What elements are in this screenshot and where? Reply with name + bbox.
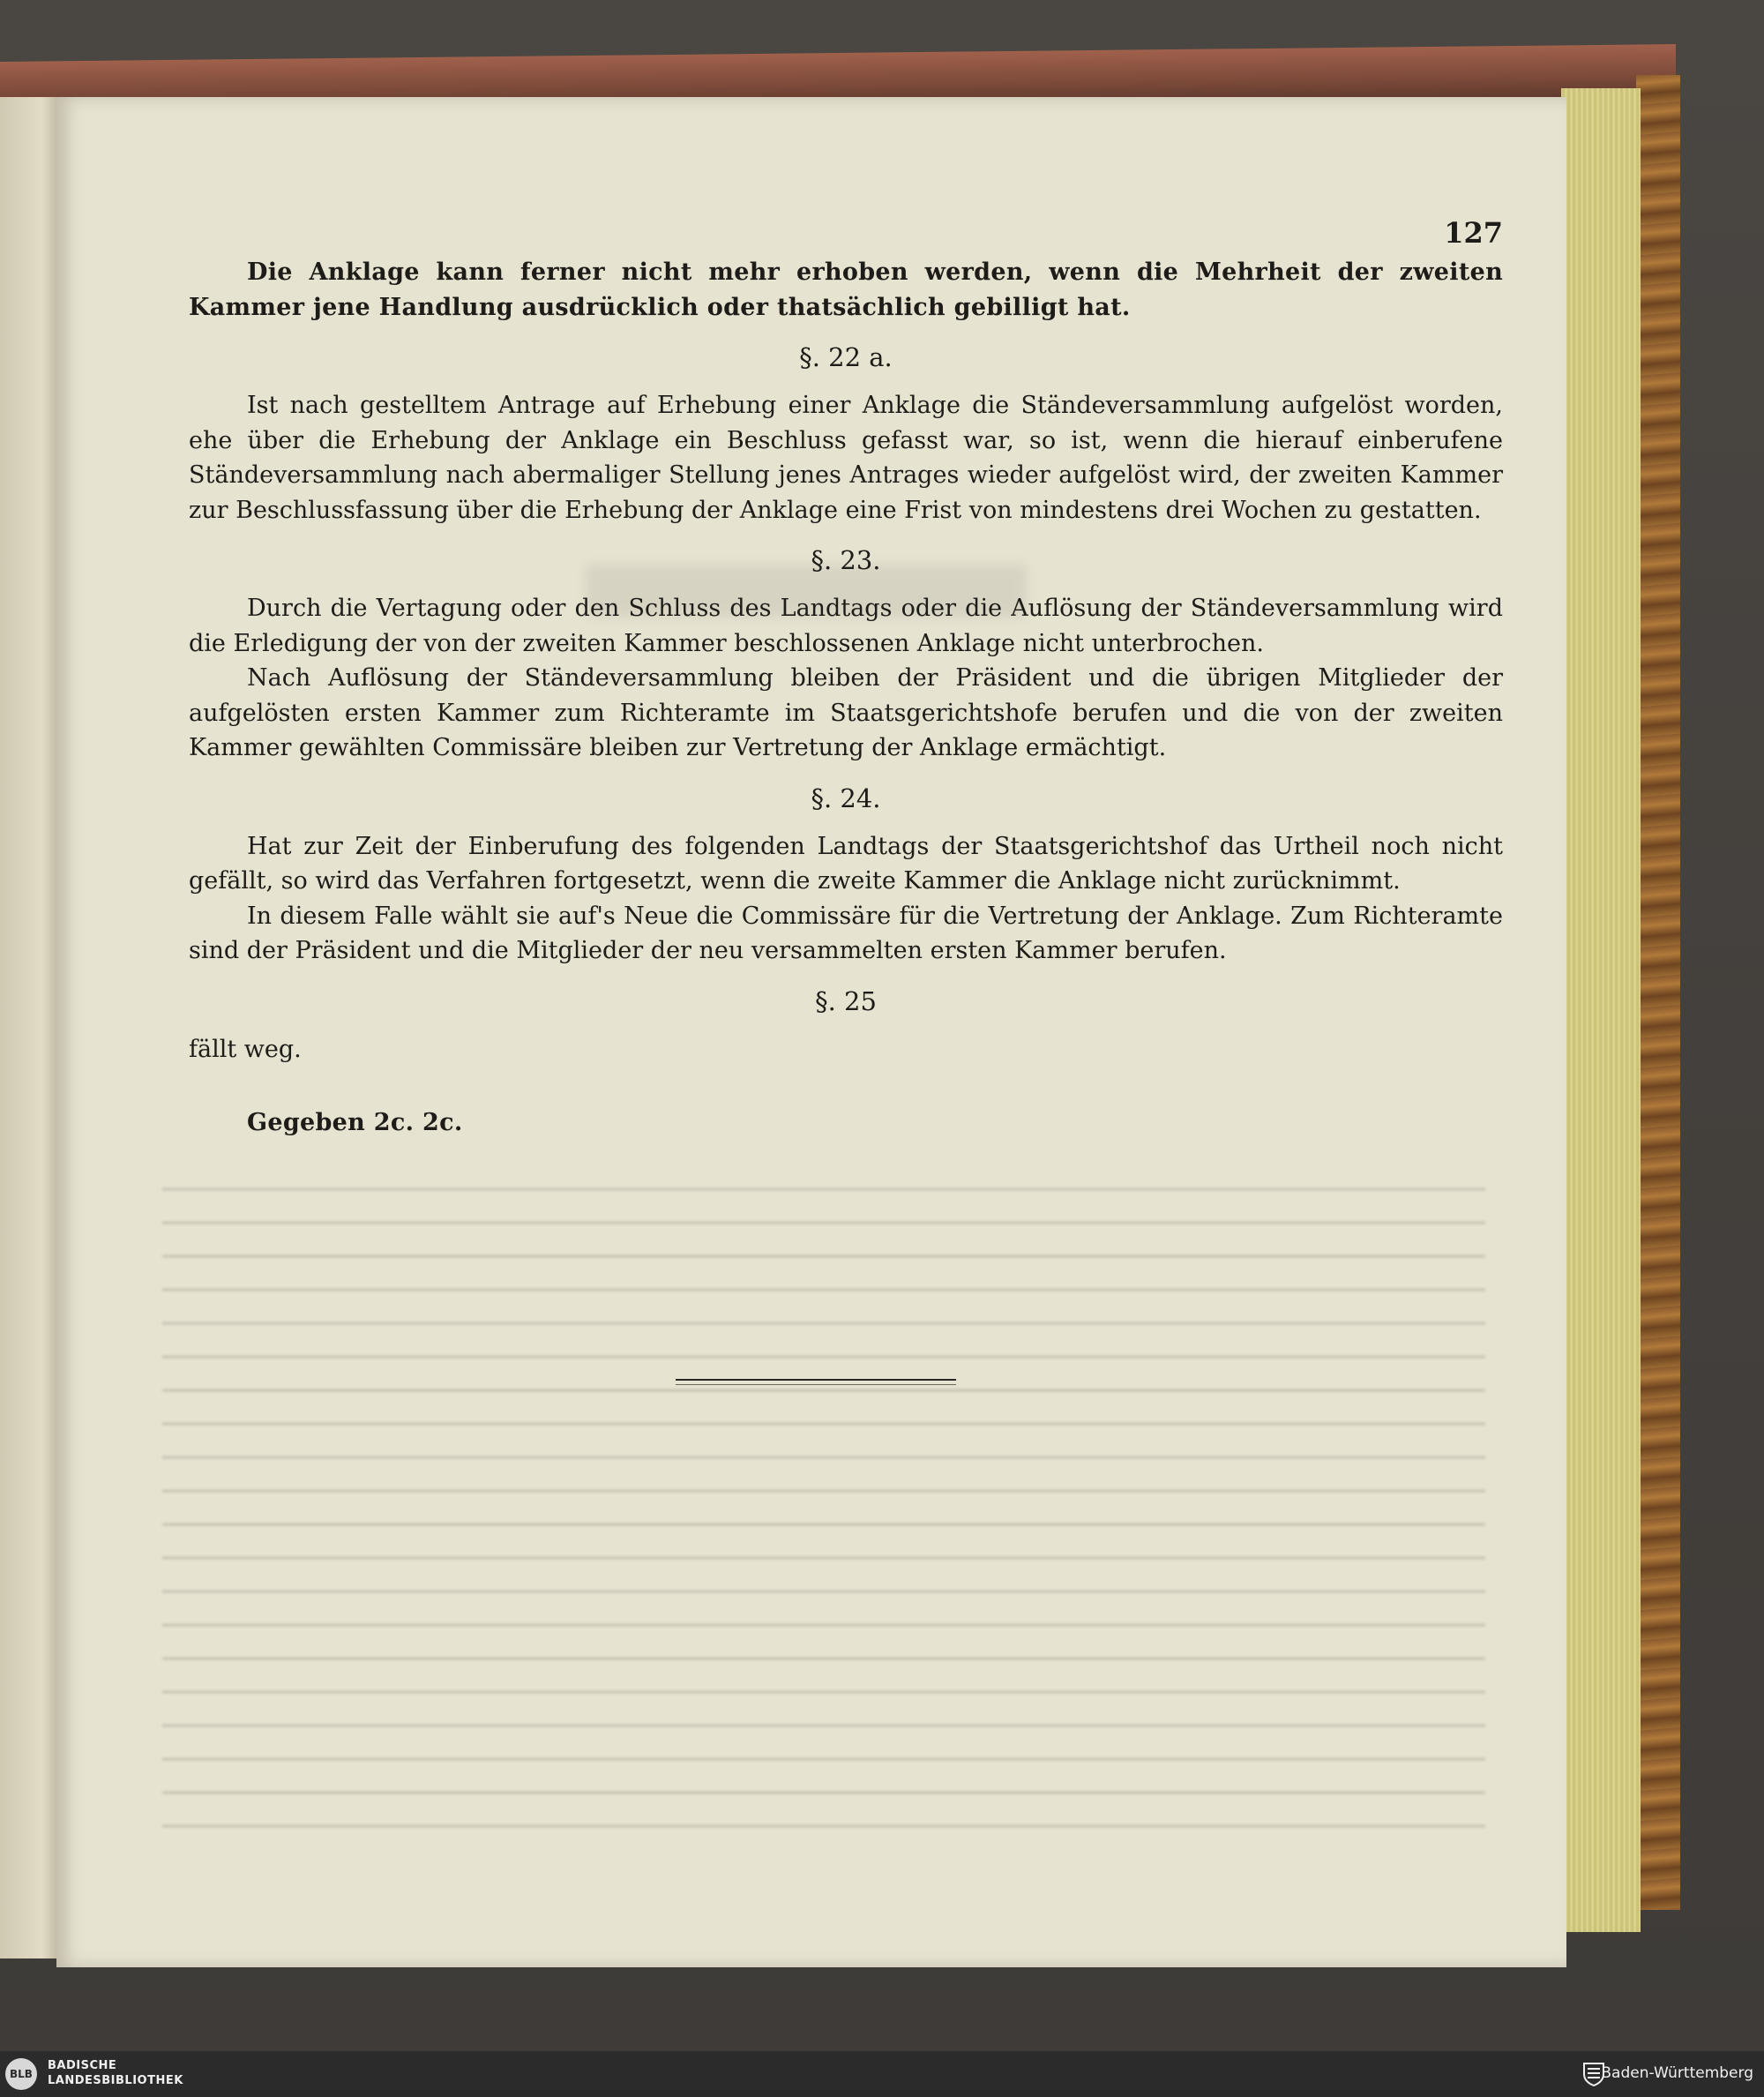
left-page-edge — [0, 97, 60, 1958]
paragraph: fällt weg. — [189, 1035, 302, 1063]
section-heading: §. 22 a. — [799, 342, 893, 372]
closing-rule — [676, 1379, 956, 1381]
section-heading: §. 23. — [811, 545, 881, 575]
page-edges — [1561, 88, 1641, 1932]
library-name — [48, 2058, 183, 2088]
paragraph: Durch die Vertagung oder den Schluss des Landtags oder die Auflösung der Ständeversammlung wird die Erledigung der von der zweiten Kammer beschlossenen Anklage nicht unterbrochen. — [189, 595, 1503, 657]
paragraph: Ist nach gestelltem Antrage auf Erhebung einer Anklage die Ständeversammlung aufgelöst worden, ehe über die Erhebung der Anklage ein Beschluss gefasst war, so ist, wenn die hierauf einberufene Ständeversammlung nach abermaliger Stellung jenes Antrages wieder aufgelöst wird, der zweiten Kammer zur Beschlussfassung über die Erhebung der Anklage eine Frist von mindestens drei Wochen zu gestatten. — [189, 392, 1503, 524]
blb-logo-icon[interactable]: BLB — [5, 2058, 37, 2090]
section-heading: §. 24. — [811, 783, 881, 813]
state-name[interactable]: Baden-Württemberg — [1601, 2064, 1753, 2082]
document-page — [56, 97, 1566, 1967]
page-number: 127 — [1444, 216, 1503, 250]
paragraph: Hat zur Zeit der Einberufung des folgenden Landtags der Staatsgerichtshof das Urtheil noch nicht gefällt, so wird das Verfahren fortgesetzt, wenn die zweite Kammer die Anklage nicht zurücknimmt. — [189, 832, 1503, 895]
section-heading: §. 25 — [815, 985, 877, 1016]
library-name-line1: BADISCHE — [48, 2059, 117, 2072]
footer-bar — [0, 2051, 1764, 2097]
closing-line: Gegeben 2c. 2c. — [247, 1109, 463, 1136]
library-name-line2: LANDESBIBLIOTHEK — [48, 2074, 183, 2087]
closing-rule-thin — [676, 1384, 956, 1385]
book-cover-right — [1636, 75, 1680, 1910]
intro-paragraph: Die Anklage kann ferner nicht mehr erhoben werden, wenn die Mehrheit der zweiten Kammer jene Handlung ausdrücklich oder thatsächlich gebilligt hat. — [189, 258, 1503, 321]
paragraph: Nach Auflösung der Ständeversammlung bleiben der Präsident und die übrigen Mitglieder der aufgelösten ersten Kammer zum Richteramte im Staatsgerichtshofe berufen und die von der zweiten Kammer gewählten Commissäre bleiben zur Vertretung der Anklage ermächtigt. — [189, 664, 1503, 761]
bleed-through-text — [162, 1165, 1485, 1835]
paragraph: In diesem Falle wählt sie auf's Neue die Commissäre für die Vertretung der Anklage. Zum Richteramte sind der Präsident und die Mitglieder der neu versammelten ersten Kammer berufen. — [189, 902, 1503, 964]
page-content — [189, 216, 1503, 1141]
